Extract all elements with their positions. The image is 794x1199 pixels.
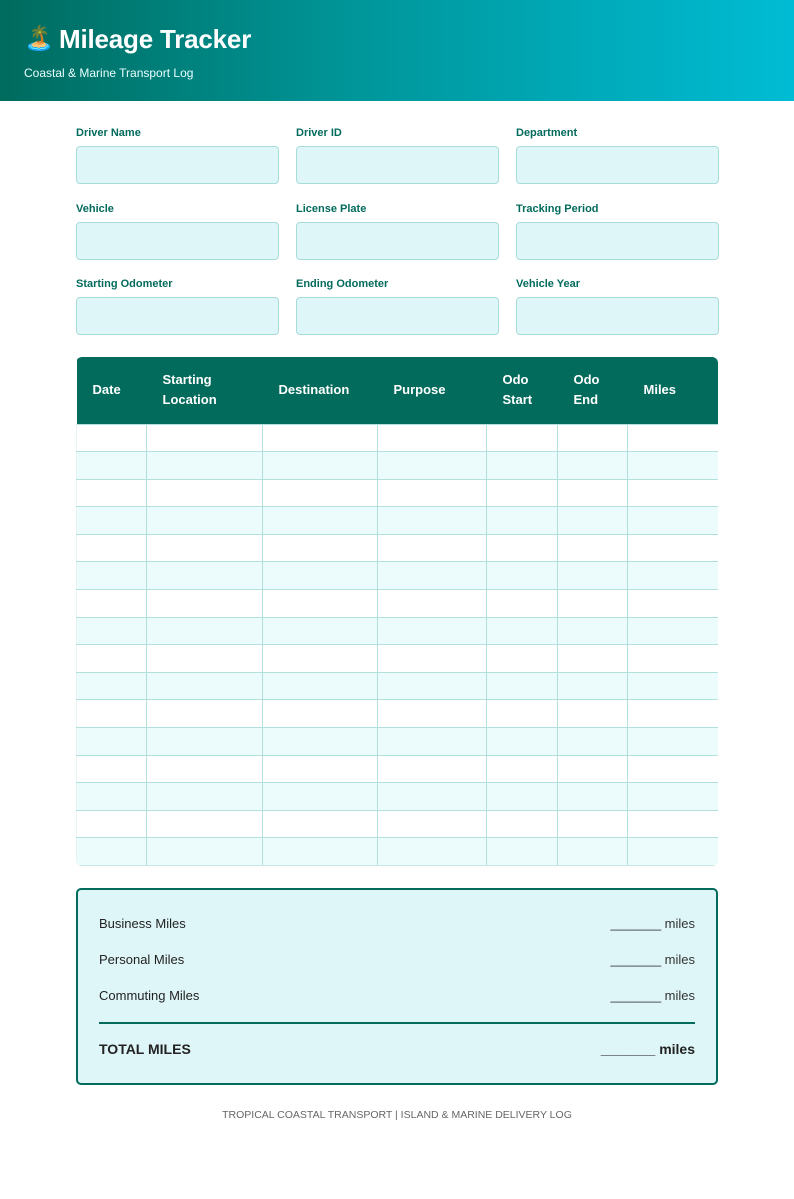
column-header-starting-location: Starting Location	[147, 357, 263, 424]
log-cell-date[interactable]	[77, 810, 147, 838]
field-starting-odometer	[76, 277, 279, 353]
log-cell-odo-start[interactable]	[487, 562, 558, 590]
table-row	[77, 424, 719, 452]
table-row	[77, 810, 719, 838]
log-cell-odo-end[interactable]	[558, 838, 628, 866]
field-label: Driver Name	[76, 127, 141, 139]
log-cell-starting-location[interactable]	[147, 590, 263, 618]
log-cell-odo-end[interactable]	[558, 424, 628, 452]
field-vehicle	[76, 202, 279, 278]
log-cell-destination[interactable]	[263, 617, 378, 645]
log-cell-date[interactable]	[77, 728, 147, 756]
log-cell-odo-end[interactable]	[558, 810, 628, 838]
column-header-purpose: Purpose	[378, 357, 487, 424]
log-cell-odo-start[interactable]	[487, 617, 558, 645]
log-cell-odo-start[interactable]	[487, 700, 558, 728]
log-cell-destination[interactable]	[263, 810, 378, 838]
title-row	[24, 24, 251, 54]
log-cell-purpose[interactable]	[378, 562, 487, 590]
log-cell-purpose[interactable]	[378, 590, 487, 618]
log-cell-date[interactable]	[77, 645, 147, 673]
log-cell-purpose[interactable]	[378, 645, 487, 673]
log-cell-odo-start[interactable]	[487, 728, 558, 756]
field-tracking-period	[516, 202, 719, 278]
table-row	[77, 617, 719, 645]
log-cell-purpose[interactable]	[378, 479, 487, 507]
log-cell-date[interactable]	[77, 562, 147, 590]
log-cell-odo-start[interactable]	[487, 783, 558, 811]
page-header	[0, 0, 794, 101]
log-cell-date[interactable]	[77, 838, 147, 866]
table-body	[77, 424, 719, 866]
summary-row-commuting	[99, 988, 695, 1003]
log-cell-odo-start[interactable]	[487, 645, 558, 673]
commuting-miles-value[interactable]: _______ miles	[610, 988, 695, 1003]
page-subtitle: Coastal & Marine Transport Log	[24, 66, 194, 80]
log-cell-miles[interactable]	[628, 645, 719, 673]
summary-label: Personal Miles	[99, 952, 185, 967]
column-header-destination: Destination	[263, 357, 378, 424]
log-cell-odo-end[interactable]	[558, 562, 628, 590]
log-cell-destination[interactable]	[263, 424, 378, 452]
island-icon: 🏝️	[24, 25, 54, 52]
personal-miles-value[interactable]: _______ miles	[610, 952, 695, 967]
table-row	[77, 672, 719, 700]
log-cell-miles[interactable]	[628, 838, 719, 866]
log-cell-odo-end[interactable]	[558, 534, 628, 562]
log-cell-odo-start[interactable]	[487, 479, 558, 507]
log-cell-miles[interactable]	[628, 534, 719, 562]
log-cell-starting-location[interactable]	[147, 507, 263, 535]
mileage-summary	[76, 888, 718, 1085]
log-cell-destination[interactable]	[263, 728, 378, 756]
log-cell-odo-end[interactable]	[558, 783, 628, 811]
total-label: TOTAL MILES	[99, 1041, 191, 1057]
field-label: Starting Odometer	[76, 278, 173, 290]
log-cell-purpose[interactable]	[378, 810, 487, 838]
department-input[interactable]	[516, 146, 719, 184]
table-row	[77, 645, 719, 673]
summary-label: Commuting Miles	[99, 988, 200, 1003]
log-cell-date[interactable]	[77, 507, 147, 535]
log-cell-odo-end[interactable]	[558, 452, 628, 480]
field-driver-id	[296, 126, 499, 202]
field-label: Department	[516, 127, 578, 139]
log-cell-miles[interactable]	[628, 452, 719, 480]
column-header-miles: Miles	[628, 357, 719, 424]
log-cell-odo-end[interactable]	[558, 728, 628, 756]
summary-divider	[99, 1022, 695, 1024]
log-cell-miles[interactable]	[628, 562, 719, 590]
log-cell-date[interactable]	[77, 700, 147, 728]
log-cell-purpose[interactable]	[378, 617, 487, 645]
log-cell-miles[interactable]	[628, 507, 719, 535]
vehicle-input[interactable]	[76, 222, 279, 260]
log-cell-odo-end[interactable]	[558, 672, 628, 700]
log-cell-destination[interactable]	[263, 534, 378, 562]
tracking-period-input[interactable]	[516, 222, 719, 260]
log-cell-starting-location[interactable]	[147, 452, 263, 480]
log-cell-starting-location[interactable]	[147, 424, 263, 452]
starting-odometer-input[interactable]	[76, 297, 279, 335]
log-cell-odo-end[interactable]	[558, 507, 628, 535]
summary-row-total	[99, 1041, 695, 1057]
table-row	[77, 507, 719, 535]
field-label: Driver ID	[296, 127, 342, 139]
field-department	[516, 126, 719, 202]
column-header-odo-end: Odo End	[558, 357, 628, 424]
column-header-date: Date	[77, 357, 147, 424]
log-cell-starting-location[interactable]	[147, 534, 263, 562]
field-driver-name	[76, 126, 279, 202]
log-cell-destination[interactable]	[263, 838, 378, 866]
log-cell-odo-start[interactable]	[487, 755, 558, 783]
log-cell-purpose[interactable]	[378, 507, 487, 535]
log-cell-date[interactable]	[77, 424, 147, 452]
table-row	[77, 534, 719, 562]
table-row	[77, 755, 719, 783]
log-cell-date[interactable]	[77, 452, 147, 480]
log-cell-date[interactable]	[77, 590, 147, 618]
log-cell-starting-location[interactable]	[147, 755, 263, 783]
table-row	[77, 562, 719, 590]
log-cell-starting-location[interactable]	[147, 810, 263, 838]
table-row	[77, 700, 719, 728]
log-cell-destination[interactable]	[263, 672, 378, 700]
log-cell-destination[interactable]	[263, 700, 378, 728]
log-cell-date[interactable]	[77, 479, 147, 507]
log-cell-starting-location[interactable]	[147, 728, 263, 756]
log-cell-destination[interactable]	[263, 452, 378, 480]
field-ending-odometer	[296, 277, 499, 353]
log-cell-destination[interactable]	[263, 645, 378, 673]
field-label: Vehicle	[76, 202, 114, 215]
log-cell-starting-location[interactable]	[147, 838, 263, 866]
log-cell-destination[interactable]	[263, 507, 378, 535]
log-cell-purpose[interactable]	[378, 728, 487, 756]
log-cell-odo-start[interactable]	[487, 534, 558, 562]
log-cell-odo-end[interactable]	[558, 590, 628, 618]
driver-name-input[interactable]	[76, 146, 279, 184]
table-row	[77, 728, 719, 756]
log-cell-starting-location[interactable]	[147, 617, 263, 645]
field-label: License Plate	[296, 202, 367, 215]
table-row	[77, 452, 719, 480]
log-cell-purpose[interactable]	[378, 755, 487, 783]
log-cell-date[interactable]	[77, 534, 147, 562]
log-cell-odo-start[interactable]	[487, 838, 558, 866]
log-cell-odo-end[interactable]	[558, 479, 628, 507]
total-miles-value[interactable]: _______ miles	[600, 1041, 695, 1057]
log-cell-destination[interactable]	[263, 755, 378, 783]
field-vehicle-year	[516, 277, 719, 353]
log-cell-starting-location[interactable]	[147, 562, 263, 590]
log-cell-date[interactable]	[77, 617, 147, 645]
field-label: Ending Odometer	[296, 278, 389, 290]
summary-label: Business Miles	[99, 916, 186, 931]
log-cell-starting-location[interactable]	[147, 783, 263, 811]
log-cell-miles[interactable]	[628, 424, 719, 452]
table-row	[77, 590, 719, 618]
log-cell-date[interactable]	[77, 755, 147, 783]
log-cell-odo-end[interactable]	[558, 617, 628, 645]
ending-odometer-input[interactable]	[296, 297, 499, 335]
log-cell-odo-start[interactable]	[487, 590, 558, 618]
log-cell-miles[interactable]	[628, 810, 719, 838]
table-row	[77, 479, 719, 507]
log-cell-miles[interactable]	[628, 672, 719, 700]
log-cell-destination[interactable]	[263, 783, 378, 811]
log-cell-miles[interactable]	[628, 617, 719, 645]
log-cell-miles[interactable]	[628, 479, 719, 507]
table-header-row	[77, 357, 719, 424]
log-cell-miles[interactable]	[628, 755, 719, 783]
log-cell-purpose[interactable]	[378, 838, 487, 866]
log-cell-odo-start[interactable]	[487, 810, 558, 838]
log-cell-destination[interactable]	[263, 479, 378, 507]
table-row	[77, 783, 719, 811]
field-license-plate	[296, 202, 499, 278]
log-cell-purpose[interactable]	[378, 783, 487, 811]
log-cell-starting-location[interactable]	[147, 479, 263, 507]
table-row	[77, 838, 719, 866]
log-cell-odo-end[interactable]	[558, 700, 628, 728]
log-cell-odo-start[interactable]	[487, 452, 558, 480]
log-cell-purpose[interactable]	[378, 534, 487, 562]
log-cell-miles[interactable]	[628, 590, 719, 618]
log-cell-miles[interactable]	[628, 700, 719, 728]
log-cell-purpose[interactable]	[378, 452, 487, 480]
summary-row-personal	[99, 952, 695, 967]
page-footer: TROPICAL COASTAL TRANSPORT | ISLAND & MARINE DELIVERY LOG	[222, 1109, 572, 1121]
mileage-log-table	[76, 357, 718, 866]
log-cell-odo-end[interactable]	[558, 645, 628, 673]
driver-id-input[interactable]	[296, 146, 499, 184]
log-cell-purpose[interactable]	[378, 700, 487, 728]
driver-info-form	[76, 126, 718, 353]
field-label: Vehicle Year	[516, 278, 581, 290]
log-cell-odo-start[interactable]	[487, 507, 558, 535]
log-cell-starting-location[interactable]	[147, 700, 263, 728]
summary-row-business	[99, 916, 695, 931]
log-cell-purpose[interactable]	[378, 672, 487, 700]
vehicle-year-input[interactable]	[516, 297, 719, 335]
log-cell-miles[interactable]	[628, 783, 719, 811]
log-cell-starting-location[interactable]	[147, 672, 263, 700]
log-cell-destination[interactable]	[263, 590, 378, 618]
log-cell-purpose[interactable]	[378, 424, 487, 452]
column-header-odo-start: Odo Start	[487, 357, 558, 424]
business-miles-value[interactable]: _______ miles	[610, 916, 695, 931]
log-cell-miles[interactable]	[628, 728, 719, 756]
log-cell-destination[interactable]	[263, 562, 378, 590]
field-label: Tracking Period	[516, 202, 599, 215]
log-cell-date[interactable]	[77, 783, 147, 811]
log-cell-date[interactable]	[77, 672, 147, 700]
log-cell-odo-start[interactable]	[487, 424, 558, 452]
page-title: Mileage Tracker	[59, 24, 252, 54]
log-cell-odo-start[interactable]	[487, 672, 558, 700]
log-cell-odo-end[interactable]	[558, 755, 628, 783]
license-plate-input[interactable]	[296, 222, 499, 260]
log-cell-starting-location[interactable]	[147, 645, 263, 673]
